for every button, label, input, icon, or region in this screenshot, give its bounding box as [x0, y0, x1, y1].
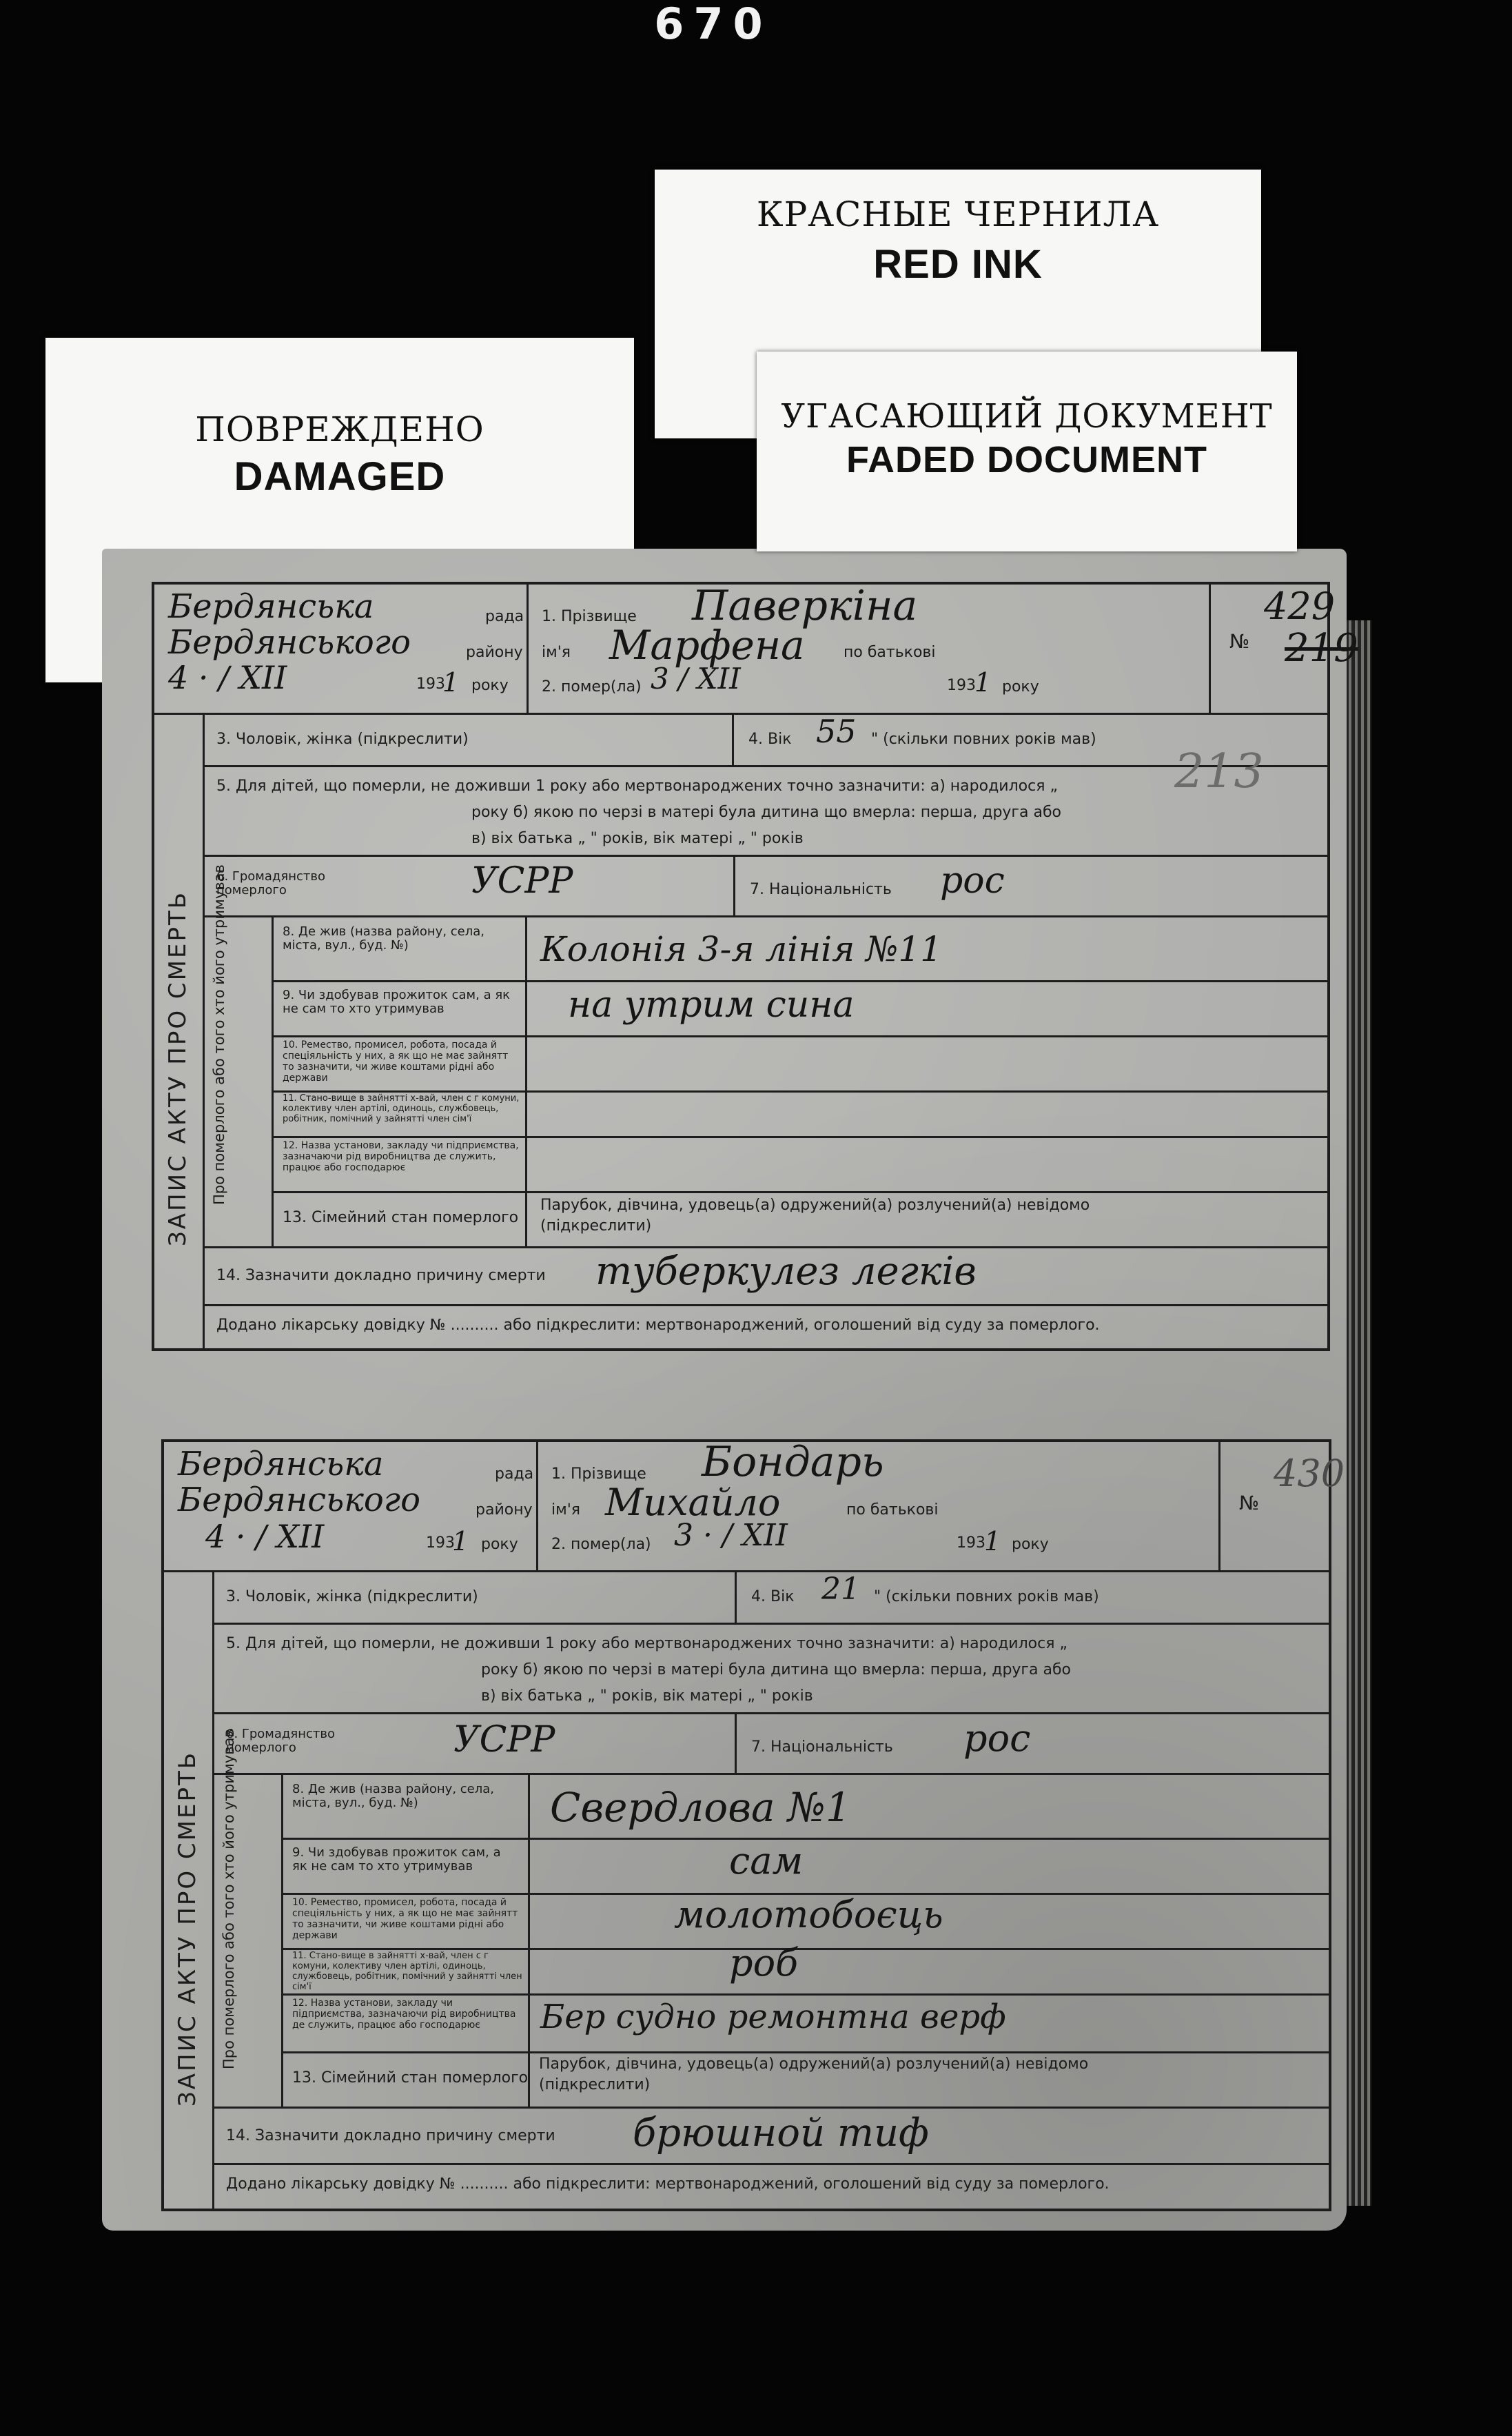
q11-label: 11. Стано-вище в зайнятті х-вай, член с г комуни, колективу член артілі, одиноць, службовець, робітник, помічний у зайнятті член сім'ї [292, 1951, 522, 1992]
record-number-alt: 219 [1285, 626, 1358, 671]
age-label: 4. Вік [751, 1588, 795, 1605]
year-print-left: 193 [416, 676, 445, 693]
name-value: Михайло [605, 1481, 781, 1524]
died-label: 2. помер(ла) [551, 1536, 651, 1553]
q10-label: 10. Ремество, промисел, робота, посада й спеціяльність у них, а як що не має зайнятт то зазначити, чи живе коштами рідні або держави [283, 1039, 509, 1084]
occupation-value: молотобоєць [674, 1893, 943, 1936]
rayonu-value: Бердянського [178, 1481, 420, 1519]
q9-label: 9. Чи здобував прожиток сам, а як не сам то хто утримував [292, 1845, 501, 1874]
number-label: № [1239, 1492, 1260, 1514]
nationality-value: рос [963, 1716, 1031, 1760]
death-record-form [152, 582, 1358, 1351]
address-value: Свердлова №1 [550, 1784, 851, 1831]
position-value: роб [729, 1941, 799, 1985]
side-subtitle: Про померлого або того хто його утримував [211, 864, 227, 1205]
workplace-value: Бер судно ремонтна верф [540, 1998, 1006, 2036]
side-title: ЗАПИС АКТУ ПРО СМЕРТЬ [164, 890, 192, 1246]
red-ink-label-ru: КРАСНЫЕ ЧЕРНИЛА [756, 194, 1160, 234]
footer-note: Додано лікарську довідку № .......... або підкреслити: мертвонароджений, оголошений від суду за померлого. [226, 2175, 1110, 2193]
death-record-form [161, 1438, 1345, 2211]
q9-label: 9. Чи здобував прожиток сам, а як не сам то хто утримував [283, 988, 511, 1016]
year-print-right: 193 [957, 1534, 985, 1552]
nationality-label: 7. Національність [751, 1738, 893, 1756]
cause-value: брюшной тиф [633, 2111, 929, 2155]
roku-label-right: року [1012, 1536, 1049, 1553]
patronymic-label: по батькові [844, 644, 936, 661]
support-value: сам [729, 1839, 804, 1882]
citizenship-label: 6. Громадянство померлого [216, 869, 325, 897]
children-line-1: 5. Для дітей, що померли, не доживши 1 року або мертвонароджених точно зазначити: а) народилося „ [226, 1635, 1067, 1652]
year-print-left: 193 [426, 1534, 455, 1552]
cause-value: туберкулез легкiв [595, 1249, 977, 1294]
rada-label: рада [495, 1465, 534, 1483]
faded-label-en: FADED DOCUMENT [846, 439, 1207, 480]
sex-label: 3. Чоловік, жінка (підкреслити) [216, 731, 469, 748]
archive-number-mark: 670 [654, 0, 773, 49]
roku-label-left: року [481, 1536, 518, 1553]
name-label: ім'я [551, 1501, 580, 1519]
children-line-2: року б) якою по черзі в матері була дитина що вмерла: перша, друга або [471, 804, 1061, 821]
children-line-3: в) віх батька „ " років, вік матері „ " років [471, 830, 804, 847]
q14-label: 14. Зазначити докладно причину смерти [216, 1267, 546, 1284]
name-label: ім'я [542, 644, 571, 661]
rayonu-label: району [466, 644, 523, 661]
roku-label-left: року [471, 677, 509, 694]
q13-options: Парубок, дівчина, удовець(а) одружений(а) розлучений(а) невідомо (підкреслити) [540, 1197, 1090, 1235]
age-label: 4. Вік [748, 731, 792, 748]
number-label: № [1229, 630, 1250, 653]
q13-label: 13. Сімейний стан померлого [283, 1209, 519, 1226]
age-suffix: " (скільки повних років мав) [871, 731, 1096, 748]
died-value: 3 · / XII [674, 1518, 788, 1553]
q13-label: 13. Сімейний стан померлого [292, 2069, 529, 2087]
q13-options: Парубок, дівчина, удовець(а) одружений(а) розлучений(а) невідомо (підкреслити) [539, 2056, 1089, 2093]
citizenship-value: УСРР [471, 860, 573, 902]
q10-label: 10. Ремество, промисел, робота, посада й спеціяльність у них, а як що не має зайнятт то зазначити, чи живе коштами рідні або держави [292, 1897, 518, 1941]
patronymic-label: по батькові [846, 1501, 939, 1519]
side-title: ЗАПИС АКТУ ПРО СМЕРТЬ [174, 1750, 201, 2107]
q8-label: 8. Де жив (назва району, села, міста, вул., буд. №) [283, 924, 485, 953]
rada-label: рада [485, 608, 524, 625]
footer-note: Додано лікарську довідку № .......... або підкреслити: мертвонароджений, оголошений від суду за померлого. [216, 1317, 1100, 1334]
faded-document-label-card [757, 352, 1297, 551]
side-subtitle: Про померлого або того хто його утримував [221, 1729, 237, 2069]
year-value-left: 1 [442, 667, 460, 698]
surname-value: Паверкіна [692, 582, 918, 630]
document-sheet [102, 549, 1358, 2231]
children-line-1: 5. Для дітей, що померли, не доживши 1 року або мертвонароджених точно зазначити: а) народилося „ [216, 778, 1058, 795]
rada-value: Бердянська [178, 1445, 384, 1483]
roku-label-right: року [1002, 678, 1039, 696]
year-value-left: 1 [452, 1526, 469, 1556]
citizenship-label: 6. Громадянство померлого [226, 1727, 335, 1755]
red-ink-label-en: RED INK [873, 242, 1043, 287]
year-value-right: 1 [984, 1526, 1001, 1556]
address-value: Колонія 3-я лінія №11 [540, 929, 943, 969]
name-value: Марфена [609, 622, 805, 669]
q8-label: 8. Де жив (назва району, села, міста, вул., буд. №) [292, 1782, 495, 1810]
damaged-label-en: DAMAGED [234, 454, 446, 499]
q12-label: 12. Назва установи, закладу чи підприємства, зазначаючи рід виробництва де служить, працює або господарює [292, 1998, 516, 2031]
age-suffix: " (скільки повних років мав) [874, 1588, 1099, 1605]
died-value: 3 / XII [651, 662, 741, 696]
faded-label-ru: УГАСАЮЩИЙ ДОКУМЕНТ [781, 397, 1273, 436]
q12-label: 12. Назва установи, закладу чи підприємства, зазначаючи рід виробництва де служить, працює або господарює [283, 1140, 519, 1173]
rayonu-value: Бердянського [168, 623, 411, 662]
surname-label: 1. Прізвище [551, 1465, 646, 1483]
died-label: 2. помер(ла) [542, 678, 642, 696]
support-value: на утрим сина [568, 984, 855, 1026]
faded-stamp-number: 213 [1174, 744, 1264, 799]
q11-label: 11. Стано-вище в зайнятті х-вай, член с г комуни, колективу член артілі, одиноць, службовець, робітник, помічний у зайнятті член сім'ї [283, 1093, 520, 1124]
age-value: 55 [816, 713, 857, 750]
q14-label: 14. Зазначити докладно причину смерти [226, 2127, 555, 2144]
rada-value: Бердянська [168, 587, 374, 626]
damaged-label-ru: ПОВРЕЖДЕНО [195, 409, 484, 449]
children-line-3: в) віх батька „ " років, вік матері „ " років [481, 1687, 813, 1705]
record-number: 429 [1264, 585, 1336, 628]
nationality-label: 7. Національність [750, 881, 892, 898]
rayonu-label: району [476, 1501, 533, 1519]
sex-label: 3. Чоловік, жінка (підкреслити) [226, 1588, 478, 1605]
surname-value: Бондарь [702, 1438, 884, 1486]
surname-label: 1. Прізвище [542, 608, 637, 625]
citizenship-value: УСРР [453, 1719, 555, 1760]
record-number: 430 [1274, 1452, 1345, 1495]
registration-date: 4 · / XII [168, 659, 287, 696]
registration-date: 4 · / XII [205, 1518, 325, 1555]
age-value: 21 [821, 1572, 860, 1607]
year-print-right: 193 [947, 677, 976, 694]
children-line-2: року б) якою по черзі в матері була дитина що вмерла: перша, друга або [481, 1661, 1071, 1678]
year-value-right: 1 [974, 667, 992, 698]
nationality-value: рос [940, 860, 1005, 902]
